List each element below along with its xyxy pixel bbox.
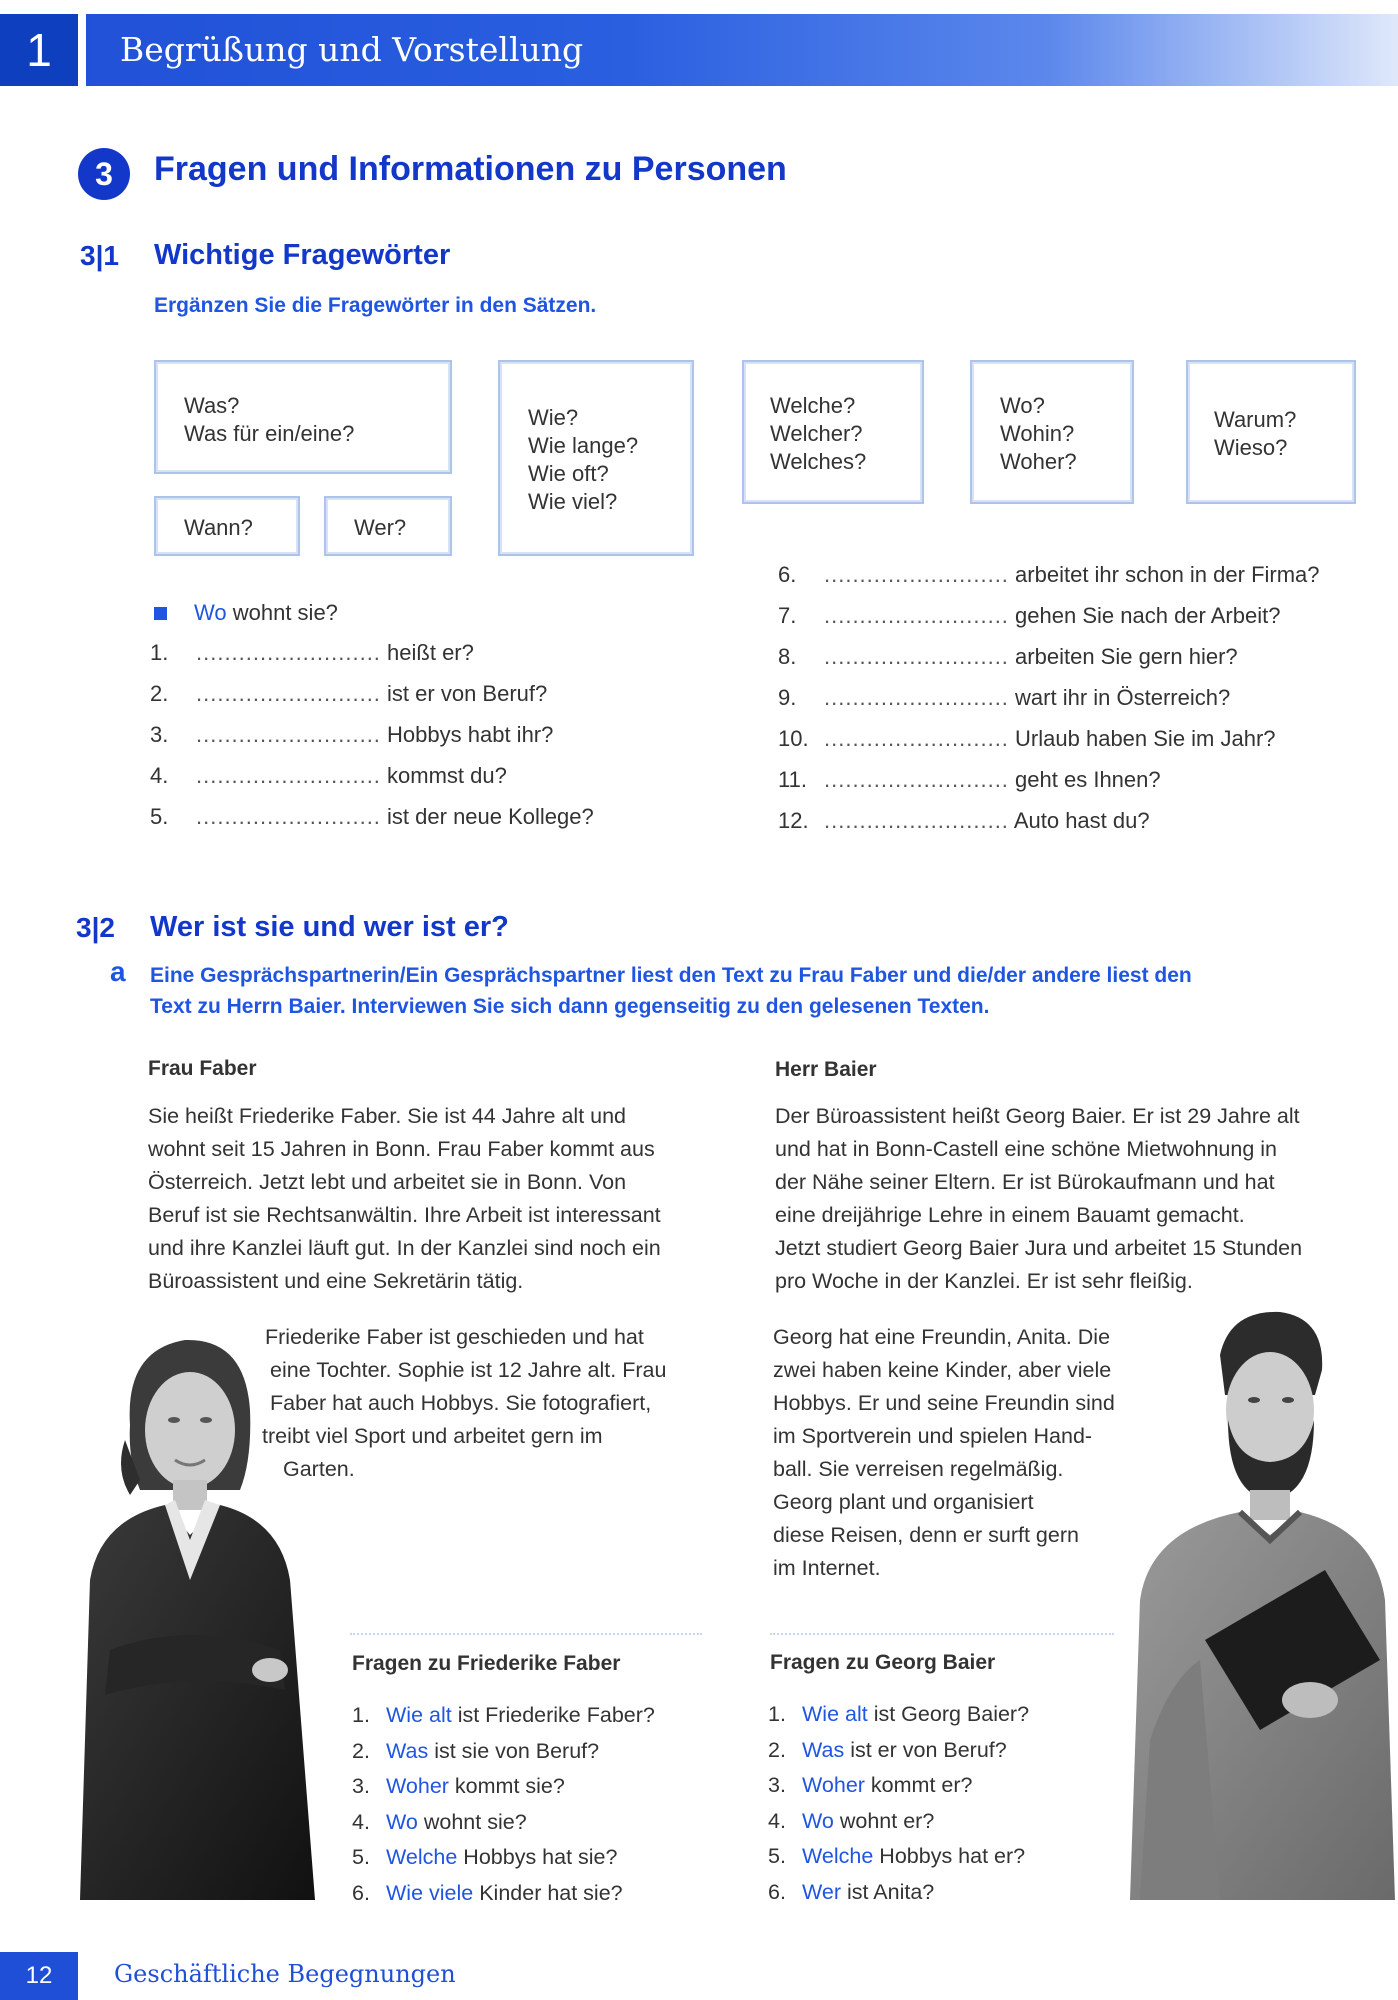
exercise-item [778, 808, 1320, 849]
question-item [768, 1880, 1029, 1916]
text-line: Österreich. Jetzt lebt und arbeitet sie in Bonn. Von [148, 1170, 627, 1194]
text-line: Hobbys. Er und seine Freundin sind [773, 1391, 1115, 1415]
question-number: 5. [768, 1844, 786, 1868]
text-line: eine dreijährige Lehre in einem Bauamt gemacht. [775, 1203, 1245, 1227]
item-text: kommst du? [387, 763, 507, 788]
question-number: 3. [768, 1773, 786, 1797]
question-item [768, 1809, 1029, 1845]
instruction-line: Eine Gesprächspartnerin/Ein Gesprächspartner liest den Text zu Frau Faber und die/der andere liest den [150, 964, 1192, 987]
text-line: Büroassistent und eine Sekretärin tätig. [148, 1269, 524, 1293]
text-line: ball. Sie verreisen regelmäßig. [773, 1457, 1064, 1481]
question-item [352, 1739, 655, 1775]
faber-paragraph-1 [148, 1100, 738, 1298]
question-text: wohnt er? [839, 1808, 935, 1833]
answer-blank[interactable]: .......................... [196, 681, 381, 706]
answer-blank[interactable]: .......................... [824, 562, 1009, 587]
question-text: kommt sie? [454, 1774, 565, 1798]
exercise-item [778, 562, 1320, 603]
question-word-box-wann [154, 496, 300, 556]
question-item [352, 1774, 655, 1810]
box-word: Wo? [1000, 393, 1045, 418]
item-text: arbeitet ihr schon in der Firma? [1015, 562, 1320, 587]
question-word-box-was [154, 360, 452, 474]
question-word-box-wo [970, 360, 1134, 504]
question-item [768, 1702, 1029, 1738]
text-line: Der Büroassistent heißt Georg Baier. Er ist 29 Jahre alt [775, 1104, 1300, 1128]
box-word: Welches? [770, 449, 867, 474]
baier-questions-divider [770, 1633, 1114, 1635]
text-line: im Sportverein und spielen Hand- [773, 1424, 1093, 1448]
text-line: Faber hat auch Hobbys. Sie fotografiert, [270, 1391, 652, 1415]
exercise-item [150, 722, 594, 763]
box-word: Wie viel? [528, 489, 618, 514]
question-number: 6. [352, 1880, 370, 1905]
box-word: Wieso? [1214, 435, 1288, 460]
box-word: Welche? [770, 393, 856, 418]
question-item [352, 1703, 655, 1739]
answer-blank[interactable]: .......................... [824, 644, 1009, 669]
question-word-box-wer [324, 496, 452, 556]
answer-blank[interactable]: .......................... [824, 808, 1009, 833]
text-line: Garten. [283, 1457, 355, 1481]
answer-blank[interactable]: .......................... [824, 726, 1009, 751]
question-word: Wo [802, 1808, 834, 1833]
answer-blank[interactable]: .......................... [196, 722, 381, 747]
question-word-box-warum [1186, 360, 1356, 504]
box-word: Woher? [1000, 449, 1077, 474]
question-word: Was [802, 1737, 845, 1762]
question-word: Welche [386, 1845, 458, 1869]
exercise-3-2-number: 3|2 [76, 912, 115, 943]
header-divider [78, 14, 86, 86]
box-word: Was für ein/eine? [184, 421, 355, 446]
question-text: ist Anita? [847, 1879, 935, 1904]
book-title: Geschäftliche Begegnungen [114, 1960, 456, 1988]
box-word: Welcher? [770, 421, 863, 446]
question-word: Wo [386, 1809, 418, 1834]
question-number: 1. [352, 1703, 370, 1727]
item-text: geht es Ihnen? [1015, 767, 1161, 792]
item-number: 8. [778, 644, 797, 669]
question-number: 2. [768, 1737, 786, 1762]
baier-questions-list [768, 1702, 1029, 1915]
exercise-3-1-instruction: Ergänzen Sie die Fragewörter in den Sätzen. [154, 294, 597, 317]
answer-blank[interactable]: .......................... [196, 763, 381, 788]
example-sentence [194, 600, 338, 626]
question-number: 5. [352, 1845, 370, 1869]
question-number: 3. [352, 1774, 370, 1798]
item-text: Auto hast du? [1013, 808, 1150, 833]
question-word: Woher [386, 1774, 449, 1798]
faber-heading: Frau Faber [148, 1057, 257, 1080]
exercise-item [150, 804, 594, 845]
item-text: heißt er? [387, 640, 474, 665]
question-item [352, 1881, 655, 1917]
text-line: Friederike Faber ist geschieden und hat [265, 1325, 644, 1349]
text-line: Sie heißt Friederike Faber. Sie ist 44 Jahre alt und [148, 1104, 627, 1128]
item-number: 6. [778, 562, 797, 587]
frau-faber-photo [70, 1320, 350, 1900]
box-word: Wie? [528, 405, 579, 430]
faber-questions-heading: Fragen zu Friederike Faber [352, 1652, 621, 1675]
box-word: Was? [184, 393, 240, 418]
text-line: der Nähe seiner Eltern. Er ist Bürokaufmann und hat [775, 1170, 1275, 1194]
item-text: wart ihr in Österreich? [1015, 685, 1231, 710]
question-item [768, 1738, 1029, 1774]
exercise-3-1-title: Wichtige Fragewörter [154, 239, 451, 271]
chapter-number: 1 [0, 14, 78, 86]
text-line: Beruf ist sie Rechtsanwältin. Ihre Arbeit ist interessant [148, 1203, 661, 1227]
item-number: 3. [150, 722, 169, 747]
example-bullet-icon [154, 607, 167, 620]
question-item [352, 1810, 655, 1846]
item-number: 9. [778, 685, 797, 710]
question-word-box-welche [742, 360, 924, 504]
answer-blank[interactable]: .......................... [824, 685, 1009, 710]
faber-questions-divider [350, 1633, 702, 1635]
text-line: Georg hat eine Freundin, Anita. Die [773, 1325, 1111, 1349]
text-line: Georg plant und organisiert [773, 1490, 1034, 1514]
faber-questions-list [352, 1703, 655, 1916]
question-number: 4. [768, 1808, 786, 1833]
page-number: 12 [0, 1952, 78, 2000]
question-word: Was [386, 1738, 429, 1763]
question-word: Welche [802, 1844, 874, 1868]
question-number: 4. [352, 1809, 370, 1834]
exercise-item [778, 767, 1320, 808]
item-text: arbeiten Sie gern hier? [1015, 644, 1238, 669]
box-word: Wann? [184, 515, 253, 540]
exercise-3-2-instruction [150, 960, 1192, 1022]
question-text: ist Friederike Faber? [457, 1703, 655, 1727]
text-line: zwei haben keine Kinder, aber viele [773, 1358, 1112, 1382]
exercise-item [778, 644, 1320, 685]
item-number: 5. [150, 804, 169, 829]
part-letter: a [110, 956, 126, 987]
question-word: Woher [802, 1773, 865, 1797]
instruction-line: Text zu Herrn Baier. Interviewen Sie sich dann gegenseitig zu den gelesenen Texten. [150, 995, 990, 1018]
box-word: Wie oft? [528, 461, 609, 486]
question-item [768, 1773, 1029, 1809]
exercise-left-list [150, 640, 594, 845]
exercise-item [778, 726, 1320, 767]
item-number: 7. [778, 603, 797, 628]
text-line: und ihre Kanzlei läuft gut. In der Kanzlei sind noch ein [148, 1236, 661, 1260]
item-number: 11. [778, 767, 807, 792]
item-number: 10. [778, 726, 809, 751]
exercise-right-list [778, 562, 1320, 849]
text-line: Jetzt studiert Georg Baier Jura und arbeitet 15 Stunden [775, 1236, 1303, 1260]
question-text: ist Georg Baier? [873, 1702, 1030, 1726]
question-text: Hobbys hat sie? [463, 1845, 618, 1869]
item-number: 4. [150, 763, 169, 788]
item-number: 12. [778, 808, 809, 833]
exercise-item [150, 681, 594, 722]
exercise-3-2-title: Wer ist sie und wer ist er? [150, 911, 509, 943]
item-number: 1. [150, 640, 169, 665]
item-text: ist der neue Kollege? [387, 804, 594, 829]
exercise-item [150, 763, 594, 804]
item-number: 2. [150, 681, 169, 706]
question-text: kommt er? [870, 1773, 973, 1797]
box-word: Wohin? [1000, 421, 1075, 446]
exercise-item [778, 603, 1320, 644]
question-word: Wer [802, 1879, 842, 1904]
baier-heading: Herr Baier [775, 1058, 877, 1081]
question-item [768, 1844, 1029, 1880]
text-line: treibt viel Sport und arbeitet gern im [262, 1424, 603, 1448]
question-text: Hobbys hat er? [879, 1844, 1026, 1868]
question-number: 6. [768, 1879, 786, 1904]
text-line: im Internet. [773, 1556, 881, 1580]
text-line: wohnt seit 15 Jahren in Bonn. Frau Faber kommt aus [148, 1137, 655, 1161]
question-word: Wie alt [386, 1703, 452, 1727]
question-word: Wie viele [386, 1880, 474, 1905]
question-item [352, 1845, 655, 1881]
example-answer: Wo [194, 600, 227, 625]
text-line: und hat in Bonn-Castell eine schöne Mietwohnung in [775, 1137, 1277, 1161]
exercise-item [150, 640, 594, 681]
item-text: Urlaub haben Sie im Jahr? [1015, 726, 1276, 751]
box-word: Wie lange? [528, 433, 639, 458]
exercise-item [778, 685, 1320, 726]
section-number-badge: 3 [78, 148, 130, 200]
question-word: Wie alt [802, 1702, 868, 1726]
chapter-title: Begrüßung und Vorstellung [120, 30, 584, 69]
baier-paragraph-1 [775, 1100, 1365, 1298]
section-title: Fragen und Informationen zu Personen [154, 150, 787, 188]
question-word-box-wie [498, 360, 694, 556]
text-line: diese Reisen, denn er surft gern [773, 1523, 1079, 1547]
box-word: Wer? [354, 515, 407, 540]
answer-blank[interactable]: .......................... [196, 640, 381, 665]
exercise-3-1-number: 3|1 [80, 240, 119, 271]
example-text: wohnt sie? [232, 600, 338, 625]
question-number: 2. [352, 1738, 370, 1763]
answer-blank[interactable]: .......................... [824, 767, 1009, 792]
question-number: 1. [768, 1702, 786, 1726]
question-text: ist sie von Beruf? [434, 1738, 600, 1763]
herr-baier-photo [1110, 1300, 1395, 1900]
answer-blank[interactable]: .......................... [196, 804, 381, 829]
answer-blank[interactable]: .......................... [824, 603, 1009, 628]
question-text: Kinder hat sie? [479, 1880, 623, 1905]
text-line: eine Tochter. Sophie ist 12 Jahre alt. Frau [270, 1358, 667, 1382]
item-text: ist er von Beruf? [387, 681, 548, 706]
item-text: Hobbys habt ihr? [387, 722, 554, 747]
text-line: pro Woche in der Kanzlei. Er ist sehr fleißig. [775, 1269, 1193, 1293]
box-word: Warum? [1214, 407, 1297, 432]
question-text: ist er von Beruf? [850, 1737, 1007, 1762]
item-text: gehen Sie nach der Arbeit? [1015, 603, 1281, 628]
question-text: wohnt sie? [423, 1809, 527, 1834]
baier-questions-heading: Fragen zu Georg Baier [770, 1651, 996, 1674]
